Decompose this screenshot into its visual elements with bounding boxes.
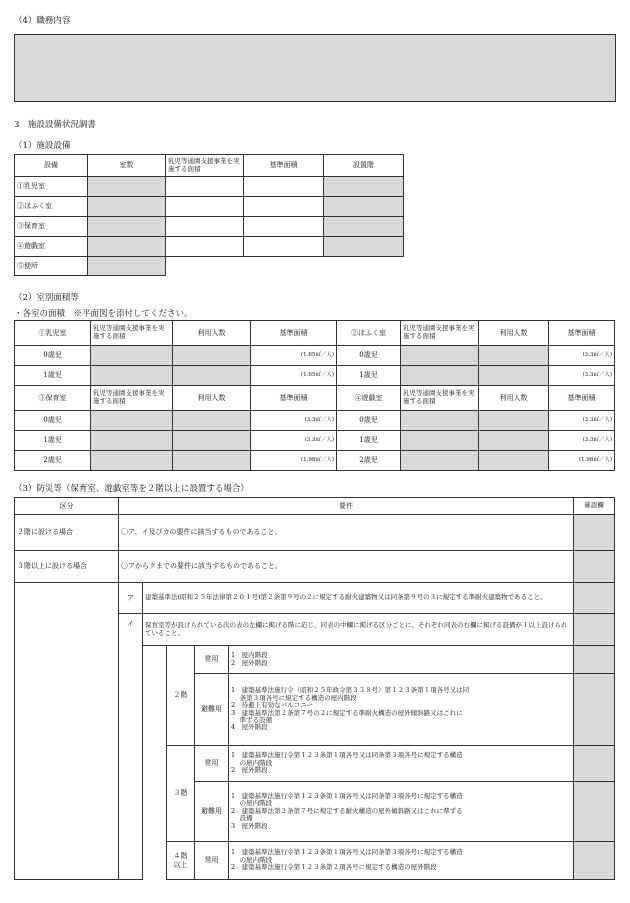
check-cell[interactable] [574,782,615,842]
facility-header: 設備 [15,155,88,177]
facility-cell[interactable] [324,177,404,197]
facility-cell[interactable] [324,217,404,237]
disaster-table [14,497,615,880]
users-cell[interactable] [173,431,251,451]
col-users-header: 利用人数 [479,321,549,346]
std-area: (3.3㎡／人) [549,366,615,386]
col-base-header: 基準面積 [251,386,337,411]
age-label: 1歳児 [15,431,91,451]
age-label: 1歳児 [337,431,401,451]
col-area-header: 乳児等通園支援事業を実施する面積 [91,321,173,346]
use-evac: 避難用 [195,782,229,842]
facility-row-label: ①乳児室 [15,177,88,197]
floor2-label: ２階に設ける場合 [15,515,119,551]
facility-cell[interactable] [244,217,324,237]
check-cell[interactable] [574,515,615,551]
check-cell[interactable] [574,674,615,746]
age-label: 2歳児 [15,451,91,471]
req-a-label: ア [119,583,143,614]
facility-cell[interactable] [88,197,166,217]
room-area-note: ・各室の面積 ※平面図を添付してください。 [14,309,193,319]
check-header: 確認欄 [574,498,615,515]
age-label: 2歳児 [337,451,401,471]
facility-cell[interactable] [166,237,244,257]
room-name: ②ほふく室 [337,321,401,346]
col-users-header: 利用人数 [479,386,549,411]
col-area-header: 乳児等通園支援事業を実施する面積 [91,386,173,411]
users-cell[interactable] [479,431,549,451]
floor-3-label: ３階 [167,746,195,842]
facilities-title: （1）施設設備 [14,141,71,151]
area-cell[interactable] [401,411,479,431]
users-cell[interactable] [479,451,549,471]
check-cell[interactable] [574,746,615,782]
f2-normal-list: 1 屋内階段 2 屋外階段 [229,646,574,674]
room-area-title: （2）室別面積等 [14,293,79,303]
std-area: (1.98㎡／人) [549,451,615,471]
users-cell[interactable] [479,366,549,386]
std-area: (1.98㎡／人) [251,451,337,471]
age-label: 0歳児 [15,411,91,431]
category-header: 区分 [15,498,119,515]
floor-2-label: ２階 [167,646,195,746]
use-normal: 常用 [195,646,229,674]
check-cell[interactable] [574,646,615,674]
facility-row-label: ⑤便所 [15,257,88,276]
section4-title: （4）職務内容 [14,16,71,26]
check-cell[interactable] [574,551,615,583]
std-area: (3.3㎡／人) [549,411,615,431]
users-cell[interactable] [173,411,251,431]
users-cell[interactable] [479,411,549,431]
disaster-title: （3）防災等（保育室、遊戯室等を２階以上に設置する場合） [14,484,249,494]
age-label: 0歳児 [337,411,401,431]
std-area: (1.65㎡／人) [251,346,337,366]
room-name: ④遊戯室 [337,386,401,411]
facility-cell[interactable] [166,177,244,197]
col-base-header: 基準面積 [251,321,337,346]
std-area: (1.65㎡／人) [251,366,337,386]
facility-cell[interactable] [166,197,244,217]
area-cell[interactable] [91,451,173,471]
col-area-header: 乳児等通園支援事業を実施する面積 [401,321,479,346]
facilities-table-toilet [14,256,166,276]
room-name: ③保育室 [15,386,91,411]
req-i-indent [143,646,167,880]
section3-title: 3 施設設備状況調書 [14,120,96,130]
f3-evac-list: 1 建築基準法施行令第１２３条第１項各号又は同条第３項各号に規定する構造 の屋内階段 2 建築基準法第２条第７号に規定する耐火構造の屋外傾斜路又はこれに準ずる 設備 3 屋外階段 [229,782,574,842]
facility-row-label: ②ほふく室 [15,197,88,217]
duties-input-box[interactable] [14,34,616,102]
use-evac: 避難用 [195,674,229,746]
age-label: 0歳児 [15,346,91,366]
age-label: 1歳児 [15,366,91,386]
area-cell[interactable] [91,366,173,386]
facility-cell[interactable] [324,197,404,217]
floor-4-label: ４階 以上 [167,842,195,880]
facility-cell[interactable] [88,237,166,257]
facility-header: 設置階 [324,155,404,177]
floor3-label: ３階以上に設ける場合 [15,551,119,583]
area-cell[interactable] [91,346,173,366]
f3-normal-list: 1 建築基準法施行令第１２３条第１項各号又は同条第３項各号に規定する構造 の屋内階段 2 屋外階段 [229,746,574,782]
area-cell[interactable] [91,411,173,431]
col-area-header: 乳児等通園支援事業を実施する面積 [401,386,479,411]
room-name: ①乳児室 [15,321,91,346]
col-users-header: 利用人数 [173,386,251,411]
facility-cell[interactable] [88,257,166,276]
facility-cell[interactable] [88,217,166,237]
floor2-text: 〇ア、イ及びカの要件に該当するものであること。 [119,515,574,551]
area-cell[interactable] [401,431,479,451]
facility-row-label: ④遊戯室 [15,237,88,257]
requirement-header: 要件 [119,498,574,515]
facility-cell[interactable] [244,197,324,217]
std-area: (3.3㎡／人) [251,411,337,431]
area-cell[interactable] [91,431,173,451]
use-normal: 常用 [195,746,229,782]
req-a-text: 建築基準法(昭和２５年法律第２０１号)第２条第９号の２に規定する耐火建築物又は同条第９号の３に規定する準耐火建築物であること。 [143,583,574,614]
std-area: (3.3㎡／人) [549,346,615,366]
req-i-label: イ [119,614,143,880]
floor3-text: 〇アからクまでの要件に該当するものであること。 [119,551,574,583]
f4-normal-list: 1 建築基準法施行令第１２３条第１項各号又は同条第３項各号に規定する構造 の屋内階段 2 建築基準法施行令第１２３条第２項各号に規定する構造の屋外階段 [229,842,574,880]
room-area-table [14,320,615,471]
facility-row-label: ③保育室 [15,217,88,237]
age-label: 0歳児 [337,346,401,366]
check-cell[interactable] [574,583,615,614]
col-base-header: 基準面積 [549,321,615,346]
check-cell[interactable] [574,842,615,880]
col-users-header: 利用人数 [173,321,251,346]
floor3-blank [15,583,119,880]
facility-cell[interactable] [244,177,324,197]
facility-header: 室数 [88,155,166,177]
use-normal: 常用 [195,842,229,880]
req-i-text: 保育室等が設けられている次の表の左欄に掲げる階に応じ、同表の中欄に掲げる区分ごとに、それぞれ同表の右欄に掲げる設備が１以上設けられていること。 [143,614,574,646]
facility-cell[interactable] [166,217,244,237]
users-cell[interactable] [173,366,251,386]
users-cell[interactable] [479,346,549,366]
f2-evac-list: 1 建築基準法施行令（昭和２５年政令第３３８号）第１２３条第１項各号又は同 条第３項各号に規定する構造の屋内階段 2 待避上有効なバルコニー 3 建築基準法第２条第７号の２に規定する準耐火構造の屋外傾斜路又はこれに 準ずる設備 4 屋外階段 [229,674,574,746]
std-area: (3.3㎡／人) [251,431,337,451]
area-cell[interactable] [401,451,479,471]
std-area: (3.3㎡／人) [549,431,615,451]
col-base-header: 基準面積 [549,386,615,411]
facility-cell[interactable] [88,177,166,197]
area-cell[interactable] [401,366,479,386]
users-cell[interactable] [173,346,251,366]
facility-cell[interactable] [244,237,324,257]
area-cell[interactable] [401,346,479,366]
facility-cell[interactable] [324,237,404,257]
facility-header: 乳児等通園支援事業を実施する面積 [166,155,244,177]
users-cell[interactable] [173,451,251,471]
facility-header: 基準面積 [244,155,324,177]
age-label: 1歳児 [337,366,401,386]
facilities-table [14,154,404,257]
check-cell[interactable] [574,614,615,646]
